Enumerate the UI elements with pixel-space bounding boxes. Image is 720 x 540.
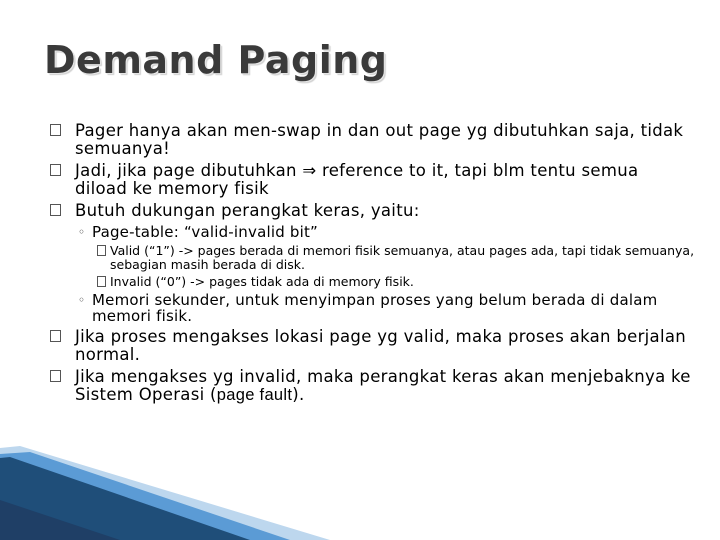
- bullet-1: [50, 122, 695, 158]
- sub-sub-bullet-invalid: [50, 275, 695, 289]
- bullet-3: [50, 202, 695, 220]
- bullet-5-text-after: ).: [292, 385, 305, 404]
- circle-bullet-icon: ◦: [78, 293, 86, 307]
- sub-sub-bullet-invalid-text: Invalid (“0”) -> pages tidak ada di memory fisik.: [110, 274, 414, 289]
- bullet-2: [50, 162, 695, 198]
- bullet-list: [50, 122, 695, 408]
- square-bullet-icon: [97, 245, 106, 256]
- sub-bullet-memori-sekunder-text: Memori sekunder, untuk menyimpan proses yang belum berada di dalam memori fisik.: [92, 291, 658, 325]
- circle-bullet-icon: ◦: [78, 225, 86, 239]
- page-fault-term: page fault: [216, 386, 293, 404]
- bullet-1-text: Pager hanya akan men-swap in dan out page yg dibutuhkan saja, tidak semuanya!: [75, 121, 684, 158]
- bullet-3-text: Butuh dukungan perangkat keras, yaitu:: [75, 201, 420, 220]
- square-bullet-icon: [97, 276, 106, 287]
- slide-title: Demand Paging: [44, 38, 388, 82]
- square-bullet-icon: [50, 124, 61, 136]
- square-bullet-icon: [50, 204, 61, 216]
- square-bullet-icon: [50, 370, 61, 382]
- square-bullet-icon: [50, 164, 61, 176]
- sub-sub-bullet-valid-text: Valid (“1”) -> pages berada di memori fisik semuanya, atau pages ada, tapi tidak semuanya, sebagian masih berada di disk.: [110, 243, 695, 272]
- sub-sub-bullet-valid: [50, 244, 695, 272]
- decorative-wave-graphic: [0, 440, 720, 540]
- bullet-5: [50, 368, 695, 404]
- bullet-5-text-before: Jika mengakses yg invalid, maka perangkat keras akan menjebaknya ke Sistem Operasi (: [75, 367, 691, 404]
- sub-bullet-page-table-text: Page-table: “valid-invalid bit”: [92, 223, 319, 241]
- square-bullet-icon: [50, 330, 61, 342]
- sub-bullet-page-table: [50, 224, 695, 240]
- sub-bullet-memori-sekunder: [50, 292, 695, 324]
- bullet-2-text: Jadi, jika page dibutuhkan ⇒ reference to it, tapi blm tentu semua diload ke memory fisik: [75, 161, 639, 198]
- bullet-4-text: Jika proses mengakses lokasi page yg valid, maka proses akan berjalan normal.: [75, 327, 687, 364]
- bullet-4: [50, 328, 695, 364]
